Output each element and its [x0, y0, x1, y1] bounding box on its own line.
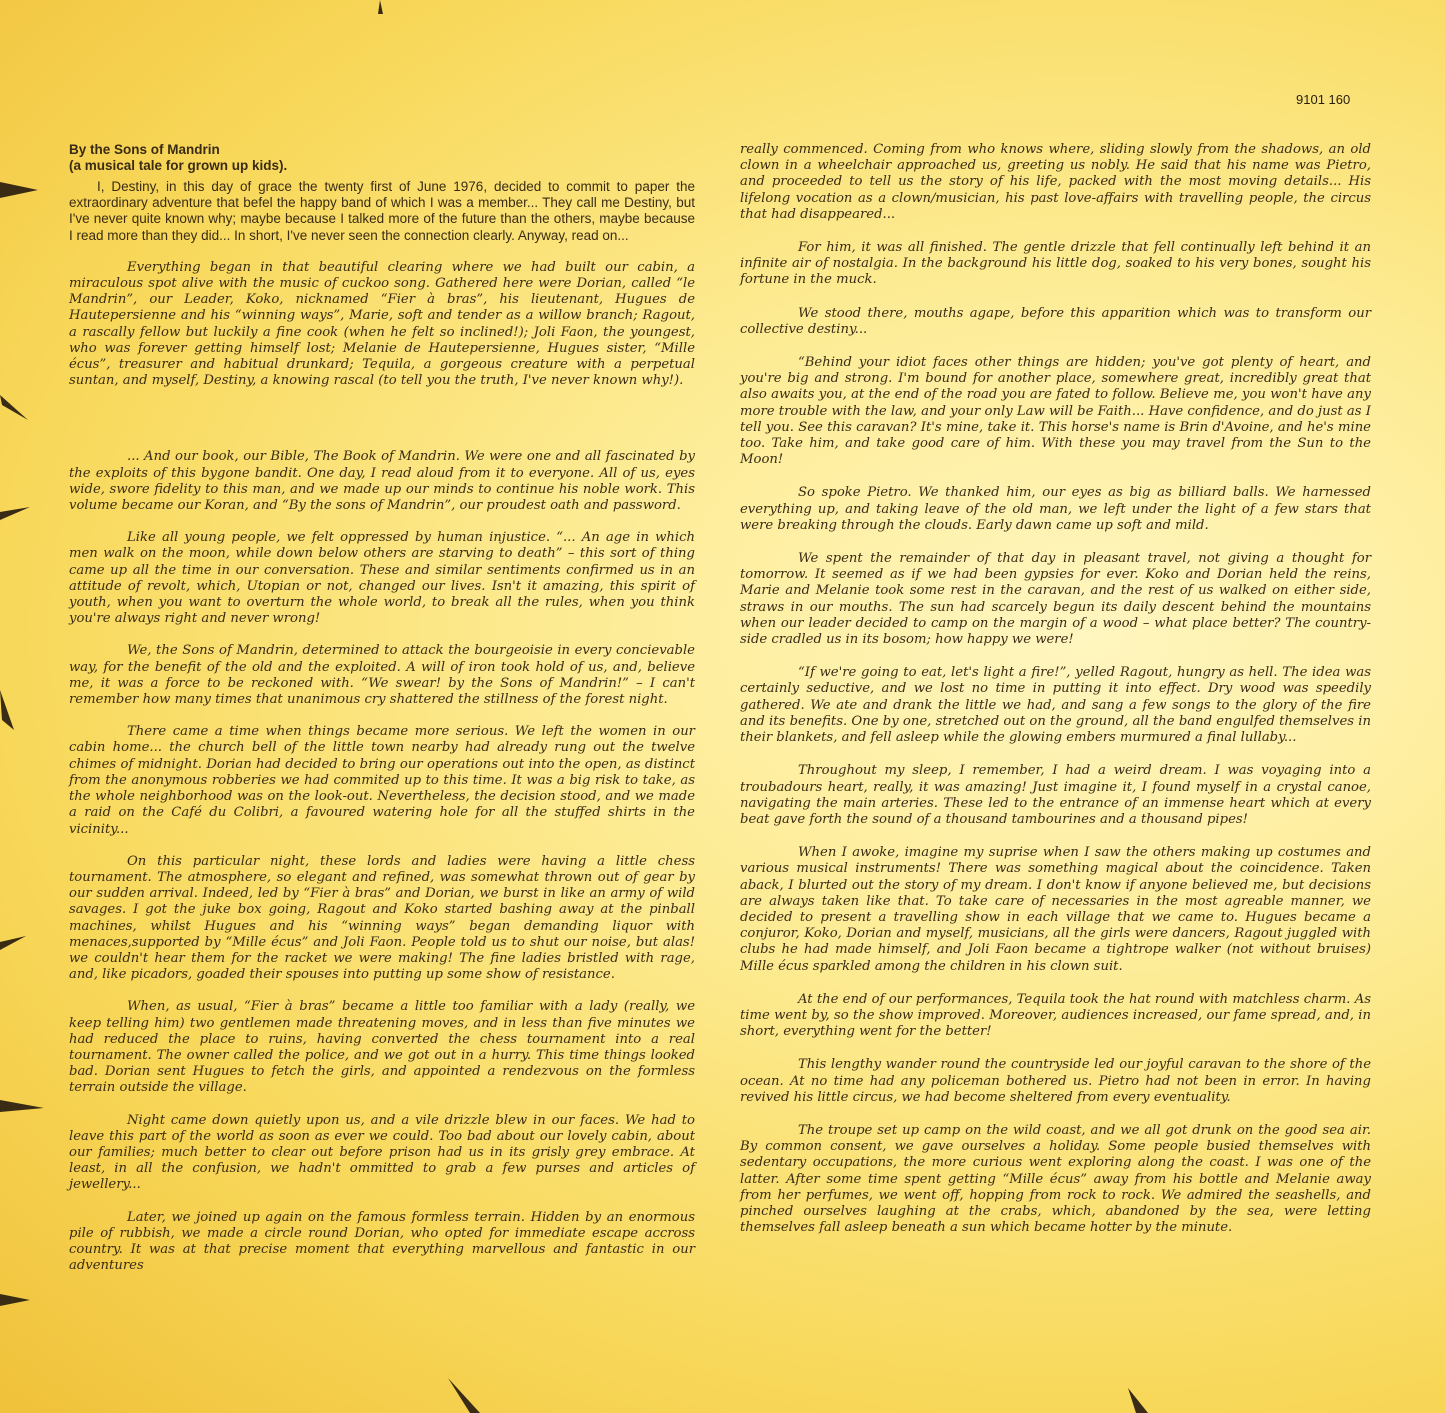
edge-tear	[1128, 1388, 1148, 1413]
left-paragraph: When, as usual, “Fier à bras” became a little too familiar with a lady (really, we keep telling him) two gentlemen made threatening moves, and in less than five minutes we had reduced the place to ruins, having converted the chess tournament into a real tournament. The owner called the police, and we got out in a hurry. This time things looked bad. Dorian sent Hugues to fetch the girls, and appointed a rendezvous on the formless terrain outside the village.	[69, 999, 695, 1096]
right-paragraph: Throughout my sleep, I remember, I had a weird dream. I was voyaging into a troubadours heart, really, it was amazing! Just imagine it, I found myself in a crystal canoe, navigating the main arteries. These led to the entrance of an immense heart which at every beat gave forth the sound of a thousand tambourines and a thousand pipes!	[740, 763, 1371, 827]
edge-tear	[0, 182, 38, 198]
edge-tear	[0, 507, 30, 520]
left-paragraph: We, the Sons of Mandrin, determined to attack the bourgeoisie in every concievable way, for the benefit of the old and the exploited. A will of iron took hold of us, and, believe me, it was a force to be reckoned with. “We swear! by the Sons of Mandrin!” – I can't remember how many times that unanimous cry shattered the stillness of the forest night.	[69, 643, 695, 708]
right-paragraph: really commenced. Coming from who knows where, sliding slowly from the shadows, an old clown in a wheelchair approached us, greeting us nobly. He said that his name was Pietro, and proceeded to tell us the story of his life, packed with the most moving details... His lifelong vocation as a clown/musician, his past love-affairs with travelling people, the circus that had disappeared...	[740, 142, 1371, 222]
edge-tear	[0, 395, 28, 420]
left-paragraph: Later, we joined up again on the famous formless terrain. Hidden by an enormous pile of rubbish, we made a circle round Dorian, who opted for immediate escape accross country. It was at that precise moment that everything marvellous and fantastic in our adventures	[69, 1209, 695, 1274]
right-paragraph: This lengthy wander round the countryside led our joyful caravan to the shore of the ocean. At no time had any policeman bothered us. Pietro had not been in error. In having revived his little circus, we had become sheltered from every eventuality.	[740, 1057, 1371, 1105]
edge-tear	[448, 1378, 480, 1413]
left-paragraph: Night came down quietly upon us, and a vile drizzle blew in our faces. We had to leave this part of the world as soon as ever we could. Too bad about our lovely cabin, about our families; much better to clear out before prison had us in its grisly grey embrace. At least, in all the confusion, we hadn't ommitted to grab a few purses and articles of jewellery...	[69, 1112, 695, 1193]
right-paragraph: So spoke Pietro. We thanked him, our eyes as big as billiard balls. We harnessed everything up, and taking leave of the old man, we left under the light of a few stars that were breaking through the clouds. Early dawn came up soft and mild.	[740, 485, 1371, 533]
right-paragraph: For him, it was all finished. The gentle drizzle that fell continually left behind it an infinite air of nostalgia. In the background his little dog, soaked to his very bones, sought his fortune in the muck.	[740, 240, 1371, 288]
right-paragraph: “If we're going to eat, let's light a fire!”, yelled Ragout, hungry as hell. The idea was certainly seductive, and we lost no time in putting it into effect. Dry wood was speedily gathered. We ate and drank the little we had, and sang a few songs to the glory of the fire and its benefits. One by one, stretched out on the ground, all the band engulfed themselves in their blankets, and fell asleep while the glowing embers murmured a final lullaby...	[740, 665, 1371, 746]
right-paragraph: “Behind your idiot faces other things are hidden; you've got plenty of heart, and you're big and strong. I'm bound for another place, somewhere great, incredibly great that also awaits you, at the end of the road you are fated to follow. Believe me, you won't have any more trouble with the law, and your only Law will be Faith... Have confidence, and do just as I tell you. See this caravan? It's mine, take it. This horse's name is Brin d'Avoine, and he's mine too. Take him, and take good care of him. With these you may travel from the Sun to the Moon!	[740, 355, 1371, 468]
right-column	[740, 142, 1371, 1253]
catalog-number: 9101 160	[1296, 92, 1351, 107]
left-paragraph: Like all young people, we felt oppressed by human injustice. “... An age in which men walk on the moon, while down below others are starving to death” – this sort of thing came up all the time in our conversation. These and similar sentiments confirmed us in an attitude of revolt, which, Utopian or not, changed our lives. Isn't it amazing, this spirit of youth, when you want to overturn the whole world, to break all the rules, when you think you're always right and never wrong!	[69, 530, 695, 627]
right-paragraph: We spent the remainder of that day in pleasant travel, not giving a thought for tomorrow. It seemed as if we had been gypsies for ever. Koko and Dorian held the reins, Marie and Melanie took some rest in the caravan, and the rest of us walked on either side, straws in our mouths. The sun had scarcely begun its daily descent behind the mountains when our leader decided to camp on the margin of a wood – what place better? The country-side cradled us in its bosom; how happy we were!	[740, 551, 1371, 648]
intro-paragraph: I, Destiny, in this day of grace the twenty first of June 1976, decided to commit to paper the extraordinary adventure that befel the happy band of which I was a member... They call me Destiny, but I've never quite known why; maybe because I talked more of the future than the others, maybe because I read more than they did... In short, I've never seen the connection clearly. Anyway, read on...	[69, 179, 695, 243]
story-subtitle: (a musical tale for grown up kids).	[69, 158, 288, 173]
edge-tear	[378, 0, 383, 14]
left-paragraph: There came a time when things became more serious. We left the women in our cabin home... the church bell of the little town nearby had already rung out the twelve chimes of midnight. Dorian had decided to bring our operations out into the open, as distinct from the anonymous robberies we had commited up to this time. It was a big risk to take, as the whole neighborhood was on the look-out. Nevertheless, the decision stood, and we made a raid on the Café du Colibri, a favoured watering hole for all the stuffed shirts in the vicinity...	[69, 724, 695, 837]
edge-tear	[0, 690, 14, 730]
left-paragraph: Everything began in that beautiful clearing where we had built our cabin, a miraculous spot alive with the music of cuckoo song. Gathered here were Dorian, called “le Mandrin”, our Leader, Koko, nicknamed “Fier à bras”, his lieutenant, Hugues de Hautepersienne and his “winning ways”, Marie, soft and tender as a willow branch; Ragout, a rascally fellow but luckily a fine cook (when he felt so inclined!); Joli Faon, the youngest, who was forever getting himself lost; Melanie de Hautepersienne, Hugues sister, “Mille écus”, treasurer and habitual drunkard; Tequila, a gorgeous creature with a perpetual suntan, and myself, Destiny, a knowing rascal (to tell you the truth, I've never known why!).	[69, 259, 695, 389]
edge-tear	[0, 1294, 30, 1306]
right-paragraph: We stood there, mouths agape, before this apparition which was to transform our collective destiny...	[740, 305, 1371, 337]
left-paragraph: On this particular night, these lords and ladies were having a little chess tournament. The atmosphere, so elegant and refined, was somewhat thrown out of gear by our sudden arrival. Indeed, led by “Fier à bras” and Dorian, we burst in like an army of wild savages. I got the juke box going, Ragout and Koko started bashing away at the pinball machines, whilst Hugues and his “winning ways” began demanding liquor with menaces,supported by “Mille écus” and Joli Faon. People told us to shut our noise, but alas! we couldn't hear them for the racket we were making! The fine ladies bristled with rage, and, like picadors, goaded their spouses into putting up some show of resistance.	[69, 853, 695, 983]
right-paragraph: At the end of our performances, Tequila took the hat round with matchless charm. As time went by, so the show improved. Moreover, audiences increased, our fame spread, and, in short, everything went for the better!	[740, 991, 1371, 1040]
right-paragraph: The troupe set up camp on the wild coast, and we all got drunk on the good sea air. By common consent, we gave ourselves a holiday. Some people busied themselves with sedentary occupations, the more curious went exploring along the coast. I was one of the latter. After some time spent getting “Mille écus” away from his bottle and Melanie away from her perfumes, we went off, hopping from rock to rock. We admired the seashells, and pinched ourselves laughing at the crabs, which, abandoned by the sea, were letting themselves fall asleep beneath a sun which became hotter by the minute.	[740, 1122, 1371, 1236]
story-title: By the Sons of Mandrin	[69, 142, 220, 157]
right-paragraph: When I awoke, imagine my suprise when I saw the others making up costumes and various musical instruments! There was something magical about the coincidence. Taken aback, I blurted out the story of my dream. I don't know if anyone believed me, but decisions are always taken like that. To take care of necessaries in the most agreable manner, we decided to present a travelling show in each village that we came to. Hugues became a conjuror, Koko, Dorian and myself, musicians, all the girls were dancers, Ragout juggled with clubs he had made himself, and Joli Faon became a tightrope walker (not without bruises) Mille écus sparkled among the children in his clown suit.	[740, 845, 1371, 974]
edge-tear	[0, 1100, 44, 1112]
edge-tear	[0, 936, 26, 950]
left-paragraph: ... And our book, our Bible, The Book of Mandrin. We were one and all fascinated by the exploits of this bygone bandit. One day, I read aloud from it to everyone. All of us, eyes wide, swore fidelity to this man, and we made up our minds to continue his noble work. This volume became our Koran, and “By the sons of Mandrin”, our proudest oath and password.	[69, 449, 695, 514]
left-column	[69, 142, 695, 1290]
